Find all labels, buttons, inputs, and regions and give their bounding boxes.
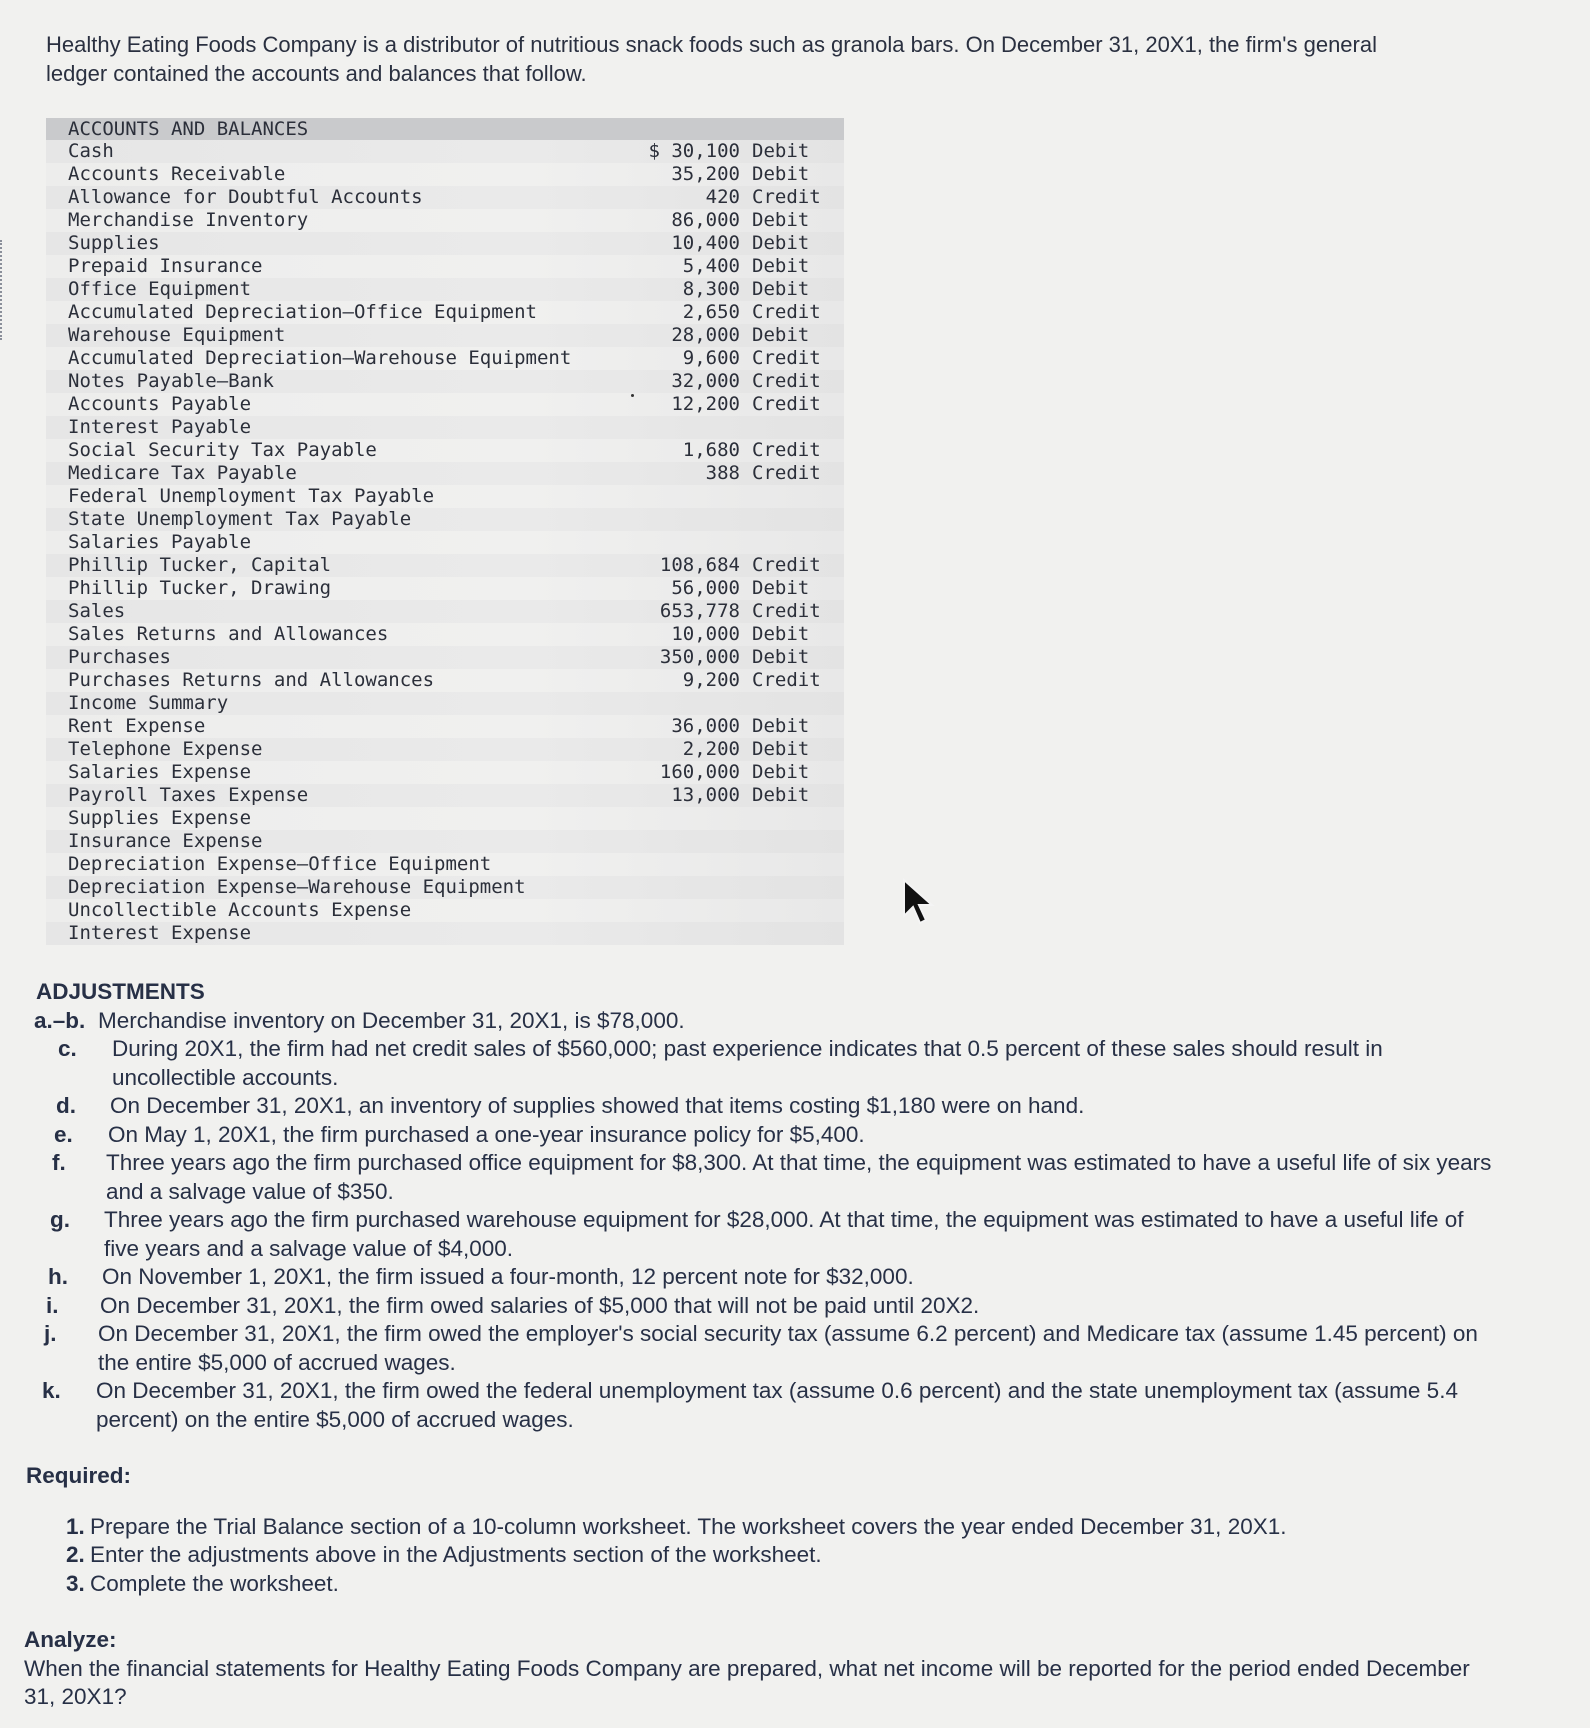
account-side: Credit [752, 439, 821, 461]
ledger-row [46, 807, 844, 830]
account-side: Credit [752, 462, 821, 484]
adjustment-item [56, 1092, 1494, 1121]
account-name: Purchases [68, 646, 171, 668]
account-side: Credit [752, 554, 821, 576]
account-amount: 13,000 [671, 784, 740, 806]
account-side: Credit [752, 393, 821, 415]
account-side: Debit [752, 646, 810, 668]
accounts-table-body [46, 140, 844, 945]
ledger-row [46, 508, 844, 531]
analyze-title: Analyze: [24, 1627, 117, 1652]
adjustment-label: d. [56, 1093, 76, 1118]
adjustment-label: k. [42, 1378, 61, 1403]
account-name: Salaries Expense [68, 761, 252, 783]
account-side: Debit [752, 255, 810, 277]
account-side: Debit [752, 623, 810, 645]
account-amount: 2,200 [682, 738, 740, 760]
account-amount: 10,000 [671, 623, 740, 645]
account-name: Interest Payable [68, 416, 252, 438]
ledger-row [46, 232, 844, 255]
account-side: Debit [752, 163, 810, 185]
ledger-row [46, 876, 844, 899]
mouse-pointer-icon [902, 878, 936, 926]
ledger-row [46, 853, 844, 876]
required-text: Complete the worksheet. [90, 1570, 339, 1596]
adjustment-text: Three years ago the firm purchased warehouse equipment for $28,000. At that time, the equipment was estimated to have a useful life of five years and a salvage value of $4,000. [104, 1207, 1464, 1261]
account-side: Credit [752, 669, 821, 691]
account-name: Allowance for Doubtful Accounts [68, 186, 423, 208]
account-name: Social Security Tax Payable [68, 439, 377, 461]
account-amount: 388 [705, 462, 740, 484]
required-text: Prepare the Trial Balance section of a 10-column worksheet. The worksheet covers the year ended December 31, 20X1. [90, 1513, 1287, 1539]
required-item [66, 1570, 1506, 1599]
adjustment-text: On December 31, 20X1, the firm owed the employer's social security tax (assume 6.2 percent) and Medicare tax (assume 1.45 percent) on the entire $5,000 of accrued wages. [98, 1321, 1478, 1375]
account-name: Interest Expense [68, 922, 252, 944]
account-amount: 8,300 [682, 278, 740, 300]
account-name: Sales Returns and Allowances [68, 623, 389, 645]
ledger-row [46, 393, 844, 416]
required-list [26, 1513, 1506, 1599]
ledger-row [46, 462, 844, 485]
account-name: Supplies [68, 232, 160, 254]
ledger-row [46, 209, 844, 232]
account-side: Debit [752, 738, 810, 760]
adjustment-item [44, 1320, 1494, 1377]
intro-paragraph: Healthy Eating Foods Company is a distributor of nutritious snack foods such as granola bars. On December 31, 20X1, the firm's general ledger contained the accounts and balances that follow. [46, 32, 1377, 86]
account-name: Uncollectible Accounts Expense [68, 899, 412, 921]
ledger-row [46, 738, 844, 761]
adjustment-item [50, 1206, 1494, 1263]
account-name: Phillip Tucker, Drawing [68, 577, 332, 599]
account-amount: 56,000 [671, 577, 740, 599]
required-number: 2. [66, 1542, 85, 1567]
ledger-row [46, 531, 844, 554]
adjustment-text: On November 1, 20X1, the firm issued a four-month, 12 percent note for $32,000. [102, 1264, 914, 1289]
ledger-row [46, 163, 844, 186]
adjustment-text: On December 31, 20X1, the firm owed salaries of $5,000 that will not be paid until 20X2. [100, 1292, 980, 1318]
account-amount: 350,000 [659, 646, 740, 668]
adjustment-item [52, 1149, 1494, 1206]
account-amount: 2,650 [682, 301, 740, 323]
adjustment-label: e. [54, 1121, 73, 1147]
adjustments-title: ADJUSTMENTS [36, 979, 205, 1004]
ledger-row [46, 784, 844, 807]
required-section [26, 1462, 1506, 1598]
dotted-edge-marker [0, 240, 6, 340]
account-amount: 9,200 [682, 669, 740, 691]
required-item [66, 1513, 1506, 1542]
account-side: Debit [752, 784, 810, 806]
account-name: Depreciation Expense—Warehouse Equipment [68, 876, 526, 898]
ledger-row [46, 255, 844, 278]
adjustment-item [34, 1007, 1494, 1036]
account-side: Debit [752, 324, 810, 346]
account-name: Income Summary [68, 692, 229, 714]
adjustment-label: h. [48, 1264, 68, 1289]
required-title: Required: [26, 1463, 132, 1488]
analyze-section [24, 1626, 1504, 1712]
adjustment-label: g. [50, 1207, 70, 1232]
account-amount: 5,400 [682, 255, 740, 277]
adjustment-label: a.–b. [34, 1007, 86, 1033]
account-side: Debit [752, 577, 810, 599]
account-side: Debit [752, 278, 810, 300]
account-name: Phillip Tucker, Capital [68, 554, 332, 576]
account-name: Supplies Expense [68, 807, 252, 829]
adjustment-item [54, 1121, 1494, 1150]
account-amount: 108,684 [659, 554, 740, 576]
account-name: Purchases Returns and Allowances [68, 669, 435, 691]
account-name: Office Equipment [68, 278, 252, 300]
adjustment-item [58, 1035, 1494, 1092]
account-side: Credit [752, 301, 821, 323]
account-side: Debit [752, 232, 810, 254]
ledger-row [46, 623, 844, 646]
account-amount: 12,200 [671, 393, 740, 415]
account-name: Medicare Tax Payable [68, 462, 297, 484]
stray-mark [631, 394, 634, 397]
account-side: Debit [752, 761, 810, 783]
ledger-row [46, 140, 844, 163]
account-amount: 35,200 [671, 163, 740, 185]
ledger-row [46, 922, 844, 945]
adjustment-label: f. [52, 1150, 66, 1175]
required-number: 3. [66, 1570, 85, 1596]
account-amount: 32,000 [671, 370, 740, 392]
analyze-question: When the financial statements for Healthy Eating Foods Company are prepared, what net income will be reported for the period ended December 31, 20X1? [24, 1655, 1470, 1709]
ledger-row [46, 301, 844, 324]
account-name: Accounts Payable [68, 393, 252, 415]
ledger-row [46, 646, 844, 669]
ledger-row [46, 554, 844, 577]
adjustment-label: j. [44, 1321, 57, 1346]
ledger-row [46, 899, 844, 922]
adjustment-label: c. [58, 1036, 77, 1061]
account-name: Accounts Receivable [68, 163, 286, 185]
ledger-row [46, 830, 844, 853]
account-name: Cash [68, 140, 114, 162]
adjustment-item [48, 1263, 1494, 1292]
ledger-row [46, 692, 844, 715]
account-amount: 36,000 [671, 715, 740, 737]
adjustment-text: Three years ago the firm purchased office equipment for $8,300. At that time, the equipment was estimated to have a useful life of six years and a salvage value of $350. [106, 1150, 1492, 1204]
ledger-row [46, 416, 844, 439]
account-side: Debit [752, 140, 810, 162]
adjustment-text: During 20X1, the firm had net credit sales of $560,000; past experience indicates that 0.5 percent of these sales should result in uncollectible accounts. [112, 1036, 1383, 1090]
account-amount: 653,778 [659, 600, 740, 622]
account-name: Merchandise Inventory [68, 209, 309, 231]
account-side: Credit [752, 370, 821, 392]
ledger-row [46, 278, 844, 301]
adjustment-item [42, 1377, 1494, 1434]
account-name: Sales [68, 600, 126, 622]
adjustment-text: Merchandise inventory on December 31, 20X1, is $78,000. [98, 1007, 685, 1033]
adjustments-list [34, 1007, 1494, 1435]
adjustment-text: On December 31, 20X1, an inventory of supplies showed that items costing $1,180 were on hand. [110, 1093, 1085, 1118]
account-name: Warehouse Equipment [68, 324, 286, 346]
account-name: Rent Expense [68, 715, 206, 737]
account-amount: $ 30,100 [648, 140, 740, 162]
account-name: Accumulated Depreciation—Office Equipment [68, 301, 537, 323]
account-side: Credit [752, 600, 821, 622]
account-side: Credit [752, 186, 821, 208]
adjustment-text: On May 1, 20X1, the firm purchased a one-year insurance policy for $5,400. [108, 1121, 865, 1147]
adjustments-section [34, 978, 1494, 1434]
adjustment-label: i. [46, 1292, 59, 1318]
account-amount: 28,000 [671, 324, 740, 346]
account-amount: 86,000 [671, 209, 740, 231]
account-name: Accumulated Depreciation—Warehouse Equipment [68, 347, 572, 369]
account-amount: 9,600 [682, 347, 740, 369]
accounts-table [46, 118, 844, 945]
ledger-row [46, 600, 844, 623]
account-amount: 1,680 [682, 439, 740, 461]
ledger-row [46, 577, 844, 600]
ledger-row [46, 485, 844, 508]
account-amount: 160,000 [659, 761, 740, 783]
accounts-table-header: ACCOUNTS AND BALANCES [46, 118, 844, 140]
account-amount: 420 [705, 186, 740, 208]
ledger-row [46, 186, 844, 209]
account-side: Debit [752, 715, 810, 737]
account-name: Salaries Payable [68, 531, 252, 553]
account-amount: 10,400 [671, 232, 740, 254]
ledger-row [46, 347, 844, 370]
ledger-row [46, 370, 844, 393]
account-name: Payroll Taxes Expense [68, 784, 309, 806]
ledger-row [46, 761, 844, 784]
account-name: Insurance Expense [68, 830, 263, 852]
ledger-row [46, 669, 844, 692]
ledger-row [46, 439, 844, 462]
account-name: Depreciation Expense—Office Equipment [68, 853, 492, 875]
account-name: Notes Payable—Bank [68, 370, 274, 392]
adjustment-text: On December 31, 20X1, the firm owed the federal unemployment tax (assume 0.6 percent) and the state unemployment tax (assume 5.4 percent) on the entire $5,000 of accrued wages. [96, 1378, 1458, 1432]
account-name: Telephone Expense [68, 738, 263, 760]
adjustment-item [46, 1292, 1494, 1321]
account-name: State Unemployment Tax Payable [68, 508, 412, 530]
ledger-row [46, 715, 844, 738]
account-name: Federal Unemployment Tax Payable [68, 485, 435, 507]
account-side: Credit [752, 347, 821, 369]
required-item [66, 1541, 1506, 1570]
account-side: Debit [752, 209, 810, 231]
required-number: 1. [66, 1513, 85, 1539]
account-name: Prepaid Insurance [68, 255, 263, 277]
ledger-row [46, 324, 844, 347]
required-text: Enter the adjustments above in the Adjustments section of the worksheet. [90, 1542, 822, 1567]
